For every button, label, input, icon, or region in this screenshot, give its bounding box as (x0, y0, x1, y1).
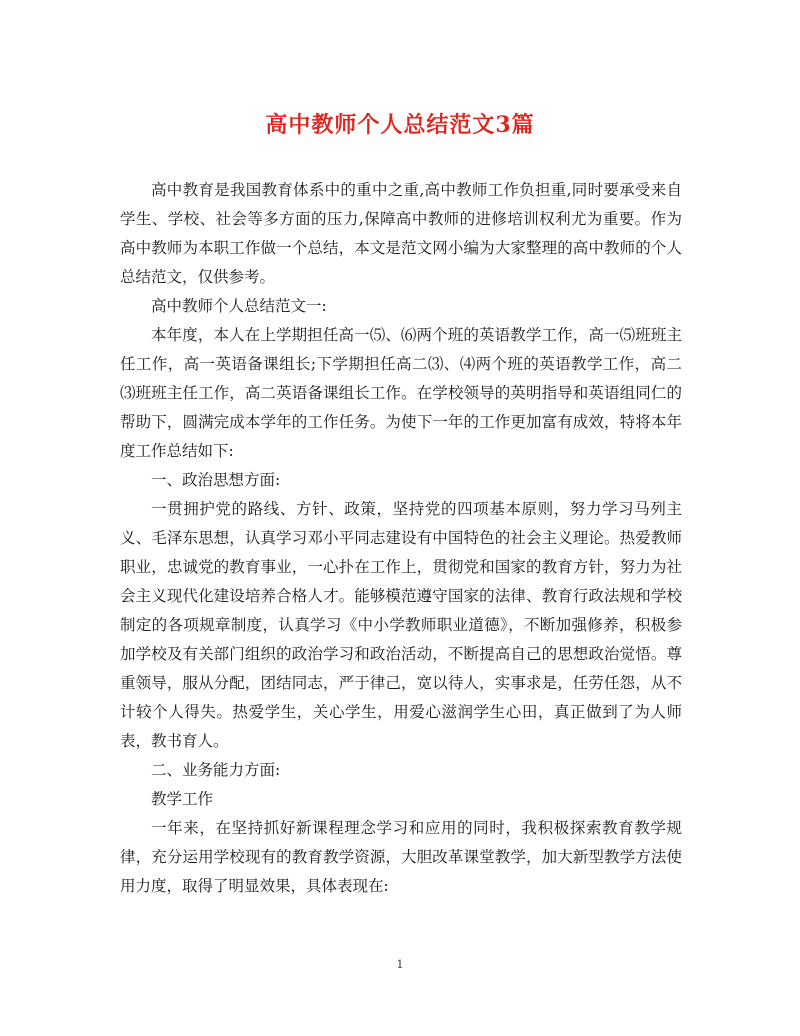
document-body (120, 176, 682, 901)
page-number: 1 (396, 958, 404, 971)
paragraph-intro: 高中教育是我国教育体系中的重中之重,高中教师工作负担重,同时要承受来自学生、学校、社会等多方面的压力,保障高中教师的进修培训权利尤为重要。作为高中教师为本职工作做一个总结，本文是范文网小编为大家整理的高中教师的个人总结范文，仅供参考。 (120, 181, 682, 286)
paragraph-politics: 一贯拥护党的路线、方针、政策，坚持党的四项基本原则，努力学习马列主义、毛泽东思想，认真学习邓小平同志建设有中国特色的社会主义理论。热爱教师职业，忠诚党的教育事业，一心扑在工作上，贯彻党和国家的教育方针，努力为社会主义现代化建设培养合格人才。能够模范遵守国家的法律、教育行政法规和学校制定的各项规章制度，认真学习《中小学教师职业道德》，不断加强修养，积极参加学校及有关部门组织的政治学习和政治活动，不断提高自己的思想政治觉悟。尊重领导，服从分配，团结同志，严于律己，宽以待人，实事求是，任劳任怨，从不计较个人得失。热爱学生，关心学生，用爱心滋润学生心田，真正做到了为人师表，教书育人。 (120, 500, 682, 750)
paragraph-heading-politics: 一、政治思想方面: (151, 471, 281, 489)
document-title: 高中教师个人总结范文3篇 (265, 112, 535, 138)
paragraph-teaching: 一年来，在坚持抓好新课程理念学习和应用的同时，我积极探索教育教学规律，充分运用学校现有的教育教学资源，大胆改革课堂教学，加大新型教学方法使用力度，取得了明显效果，具体表现在: (120, 819, 682, 895)
paragraph-heading-ability: 二、业务能力方面: (151, 761, 281, 779)
paragraph-overview: 本年度，本人在上学期担任高一⑸、⑹两个班的英语教学工作，高一⑸班班主任工作，高一英语备课组长;下学期担任高二⑶、⑷两个班的英语教学工作，高二⑶班班主任工作，高二英语备课组长工作。在学校领导的英明指导和英语组同仁的帮助下，圆满完成本学年的工作任务。为使下一年的工作更加富有成效，特将本年度工作总结如下: (120, 326, 682, 460)
paragraph-heading-teaching: 教学工作 (151, 790, 214, 808)
paragraph-section-heading: 高中教师个人总结范文一: (151, 297, 327, 315)
